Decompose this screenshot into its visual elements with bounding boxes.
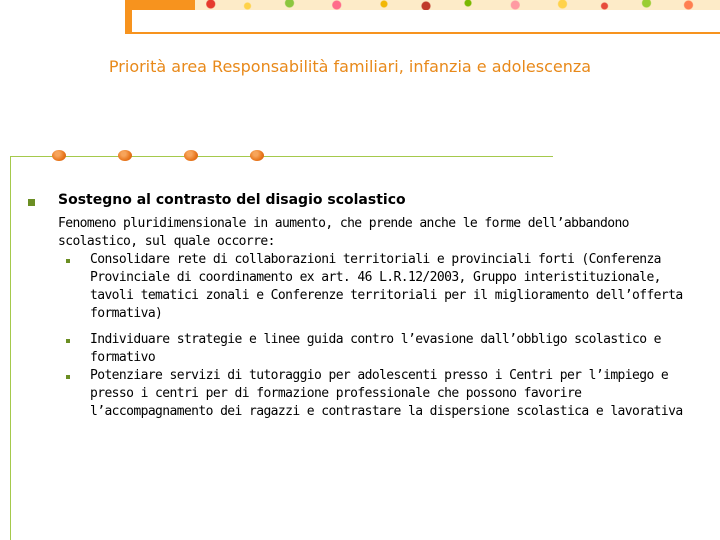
section-heading: Sostegno al contrasto del disagio scolastico bbox=[58, 192, 406, 208]
orange-dot-icon bbox=[184, 150, 198, 161]
section-intro: Fenomeno pluridimensionale in aumento, che prende anche le forme dell’abbandono scolastico, sul quale occorre: bbox=[58, 216, 629, 249]
list-item: Potenziare servizi di tutoraggio per adolescenti presso i Centri per l’impiego e presso i centri per di formazione professionale che possono favorire l’accompagnamento dei ragazzi e contrastare la dispersione scolastica e lavorativa bbox=[90, 368, 683, 419]
list-item: Individuare strategie e linee guida contro l’evasione dall’obbligo scolastico e formativo bbox=[90, 332, 661, 365]
header-banner-inner bbox=[132, 10, 720, 32]
horizontal-rule bbox=[10, 156, 553, 157]
vertical-rule bbox=[10, 157, 11, 540]
flower-decoration bbox=[195, 0, 720, 10]
orange-dot-icon bbox=[52, 150, 66, 161]
small-bullet-icon bbox=[66, 259, 70, 263]
orange-dot-icon bbox=[250, 150, 264, 161]
square-bullet-icon bbox=[28, 199, 35, 206]
small-bullet-icon bbox=[66, 375, 70, 379]
orange-dot-icon bbox=[118, 150, 132, 161]
slide-title: Priorità area Responsabilità familiari, infanzia e adolescenza bbox=[108, 57, 592, 76]
small-bullet-icon bbox=[66, 339, 70, 343]
list-item: Consolidare rete di collaborazioni territoriali e provinciali forti (Conferenza Provinciale di coordinamento ex art. 46 L.R.12/2003, Gruppo interistituzionale, tavoli tematici zonali e Conferenze territoriali per il miglioramento dell’offerta formativa) bbox=[90, 252, 683, 321]
header-banner-line bbox=[132, 32, 720, 34]
